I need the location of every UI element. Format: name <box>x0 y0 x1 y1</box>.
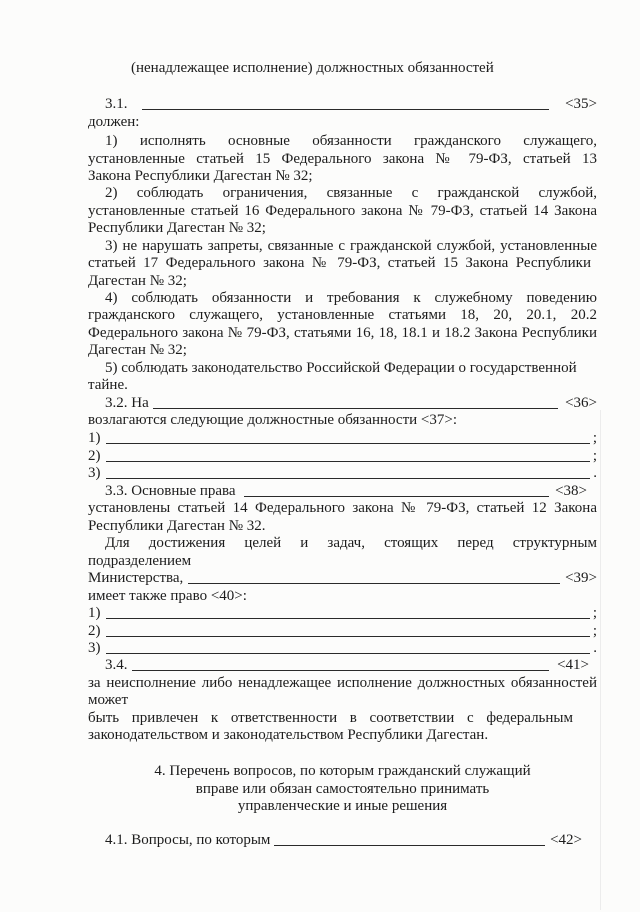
text-line: подразделением <box>88 553 192 569</box>
item-label: 3.4. <box>105 657 128 673</box>
text-line: 5) соблюдать законодательство Российской Федерации о государственной <box>105 360 577 376</box>
right-blank <box>88 639 597 657</box>
line-end-mark: ; <box>592 605 597 621</box>
text-line: Федерального закона № 79-ФЗ, статьями 16, 18, 18.1 и 18.2 Закона Республики <box>88 325 597 341</box>
blank-field <box>106 447 590 462</box>
item-3-3 <box>105 482 587 500</box>
blank-field <box>106 464 591 479</box>
list-number: 2) <box>88 623 101 639</box>
line-end-mark: . <box>593 640 597 656</box>
line-end-mark: ; <box>592 623 597 639</box>
blank-field <box>188 569 560 584</box>
footnote-ref: <39> <box>565 570 597 586</box>
footnote-ref: <38> <box>555 483 587 499</box>
section-4-heading: 4. Перечень вопросов, по которым гражданский служащий <box>154 763 531 779</box>
text-line: Республики Дагестан № 32; <box>88 220 266 236</box>
list-number: 3) <box>88 465 101 481</box>
blank-field <box>274 831 545 846</box>
footnote-ref: <41> <box>557 657 589 673</box>
text-line: установлены статьей 14 Федерального закона № 79-ФЗ, статьей 12 Закона <box>88 500 597 516</box>
list-number: 3) <box>88 640 101 656</box>
text-line: тайне. <box>88 377 128 393</box>
text-line: 1) исполнять основные обязанности гражданского служащего, <box>105 133 597 149</box>
text-line: за неисполнение либо ненадлежащее исполнение должностных обязанностей <box>88 675 597 691</box>
item-label: 3.1. <box>105 96 128 112</box>
text-line: 2) соблюдать ограничения, связанные с гражданской службой, <box>105 185 597 201</box>
blank-field <box>132 656 550 671</box>
footnote-ref: <35> <box>565 96 597 112</box>
text-line: гражданского служащего, установленные статьями 18, 20, 20.1, 20.2 <box>88 307 597 323</box>
blank-field <box>106 429 590 444</box>
footnote-ref: <42> <box>550 832 582 848</box>
text-line: Дагестан № 32; <box>88 342 187 358</box>
list-number: 2) <box>88 448 101 464</box>
right-blank <box>88 604 597 622</box>
list-number: 1) <box>88 430 101 446</box>
ministry-line <box>88 569 597 587</box>
text-line: Республики Дагестан № 32. <box>88 518 266 534</box>
item-3-1 <box>105 95 597 113</box>
item-label: 4.1. Вопросы, по которым <box>105 832 271 848</box>
section-4-heading: управленческие и иные решения <box>237 798 448 814</box>
right-blank <box>88 622 597 640</box>
text-line: статьей 17 Федерального закона № 79-ФЗ, статьей 15 Закона Республики <box>88 255 591 271</box>
section-heading-continuation: (ненадлежащее исполнение) должностных обязанностей <box>131 60 494 76</box>
item-4-1 <box>105 831 582 849</box>
text-line: законодательством и законодательством Республики Дагестан. <box>88 727 489 743</box>
blank-field <box>244 482 549 497</box>
text-line: установленные статьей 16 Федерального закона № 79-ФЗ, статьей 14 Закона <box>88 203 597 219</box>
line-end-mark: ; <box>592 430 597 446</box>
list-number: 1) <box>88 605 101 621</box>
text-line: установленные статьей 15 Федерального закона № 79-ФЗ, статьей 13 <box>88 151 597 167</box>
text-line: имеет также право <40>: <box>88 588 247 604</box>
line-end-mark: ; <box>592 448 597 464</box>
text-line: Дагестан № 32; <box>88 273 187 289</box>
blank-field <box>106 622 590 637</box>
duty-blank <box>88 447 597 465</box>
blank-field <box>142 95 550 110</box>
text-line: 3) не нарушать запреты, связанные с гражданской службой, установленные <box>105 238 597 254</box>
blank-field <box>106 604 590 619</box>
duty-blank <box>88 464 597 482</box>
text-line: Закона Республики Дагестан № 32; <box>88 168 313 184</box>
item-label: 3.3. Основные права <box>105 483 236 499</box>
blank-field <box>153 394 558 409</box>
item-label: 3.2. На <box>105 395 149 411</box>
text-line: Для достижения целей и задач, стоящих перед структурным <box>105 535 597 551</box>
text-line: 4) соблюдать обязанности и требования к служебному поведению <box>105 290 597 306</box>
item-label: Министерства, <box>88 570 184 586</box>
duty-blank <box>88 429 597 447</box>
scan-artifact-line <box>600 410 601 910</box>
blank-field <box>106 639 591 654</box>
line-end-mark: . <box>593 465 597 481</box>
text-line: может <box>88 692 128 708</box>
footnote-ref: <36> <box>565 395 597 411</box>
text-line: быть привлечен к ответственности в соответствии с федеральным <box>88 710 573 726</box>
item-3-2 <box>105 394 597 412</box>
text-line: должен: <box>88 114 140 130</box>
section-4-heading: вправе или обязан самостоятельно принимать <box>195 781 490 797</box>
text-line: возлагаются следующие должностные обязанности <37>: <box>88 412 457 428</box>
item-3-4 <box>105 656 589 674</box>
